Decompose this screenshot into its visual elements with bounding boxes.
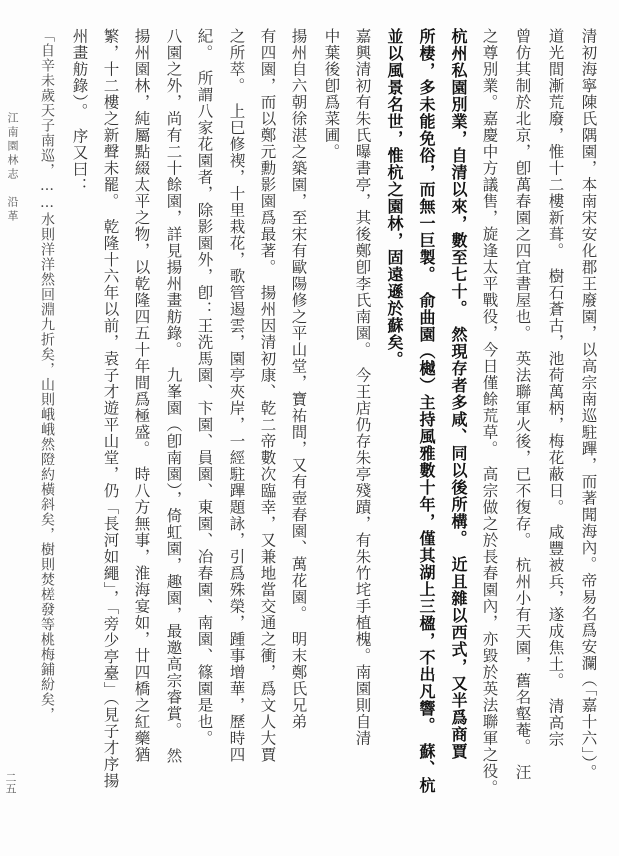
running-title: 江南園林志 沿革 <box>6 112 19 224</box>
text-column-bold: 杭州私園別業，自清以來，數至七十。 然現存者多咸、同以後所構。 近且雜以西式，又半爲商賈 <box>449 28 468 760</box>
text-column: 嘉興清初有朱氏曝書亭，其後鄭卽李氏南園。 今王店仍存朱亭殘蹟，有朱竹垞手植槐。南園則自清 <box>353 28 372 747</box>
text-column-bold: 並以風景名世，惟杭之園林，固遠遜於蘇矣。 <box>385 28 404 368</box>
text-column-bold: 所棲，多未能免俗，而無一巨製。 俞曲園（樾）主持風雅數十年，僅其湖上三楹，不出凡響。 蘇、杭 <box>417 28 436 794</box>
text-column: 之尊別業。嘉慶中方議售，旋逢太平戰役，今日僅餘荒草。 高宗做之於長春園內，亦毀於英法聯軍之役。 <box>480 28 499 796</box>
quote-column: 「自辛未歲天子南巡，……水則洋洋然回淵九折矣，山則峨峨然隥約橫斜矣，樹則焚槎發等桃梅鋪紛矣， <box>39 28 55 722</box>
text-column: 州畫舫錄）。 序又曰： <box>70 28 89 194</box>
text-column: 揚州自六朝徐湛之築園，至宋有歐陽修之平山堂，寶祐間，又有壺春園、萬花園。 明末鄭氏兄弟 <box>289 28 308 730</box>
text-column: 揚州園林，純屬點綴太平之物，以乾隆四五十年間爲極盛。 時八方無事，淮海宴如，廿四橋之紅藥猶 <box>132 28 151 763</box>
text-column: 清初海寧陳氏隅園，本南宋安化郡王廢園，以高宗南巡駐蹕，而著聞海內。帝易名爲安瀾（「嘉十六」）。 <box>579 28 598 781</box>
text-column: 八園之外，尚有二十餘園，詳見揚州畫舫錄。 九峯園（卽南園），倚虹園，趣園，最邀高宗睿賞。 然 <box>164 28 183 764</box>
text-column: 曾仿其制於北京，卽萬春園之四宜書屋也。 英法聯軍火後，已不復存。 杭州小有天園，舊名壑菴。 汪 <box>513 28 532 781</box>
text-column: 繁，十二樓之新聲未罷。 乾隆十六年以前，袁子才遊平山堂，仍「長河如繩」，「旁少亭臺」（見子才序揚 <box>101 28 120 789</box>
text-column: 中葉後卽爲菜圃。 <box>322 28 341 160</box>
text-column: 紀。 所謂八家花園者，除影園外，卽：王洗馬園、卞園、員園、東園、冶春園、南園、篠園是也。 <box>195 28 214 747</box>
text-column: 有四園，而以鄭元勳影園爲最著。 揚州因清初康、乾二帝數次臨幸，又兼地當交通之衝，爲文人大賈 <box>258 28 277 763</box>
text-column: 道光間漸荒廢，惟十二樓新葺。 樹石蒼古，池荷萬柄，梅花蔽日。 咸豐被兵，遂成焦土。 清高宗 <box>546 28 565 748</box>
text-column: 之所萃。 上巳修禊，十里栽花，歌管遏雲，園亭夾岸，一經駐蹕題詠，引爲殊榮，踵事增華，歷時四 <box>227 28 246 763</box>
page-number: 二五 <box>4 772 17 794</box>
